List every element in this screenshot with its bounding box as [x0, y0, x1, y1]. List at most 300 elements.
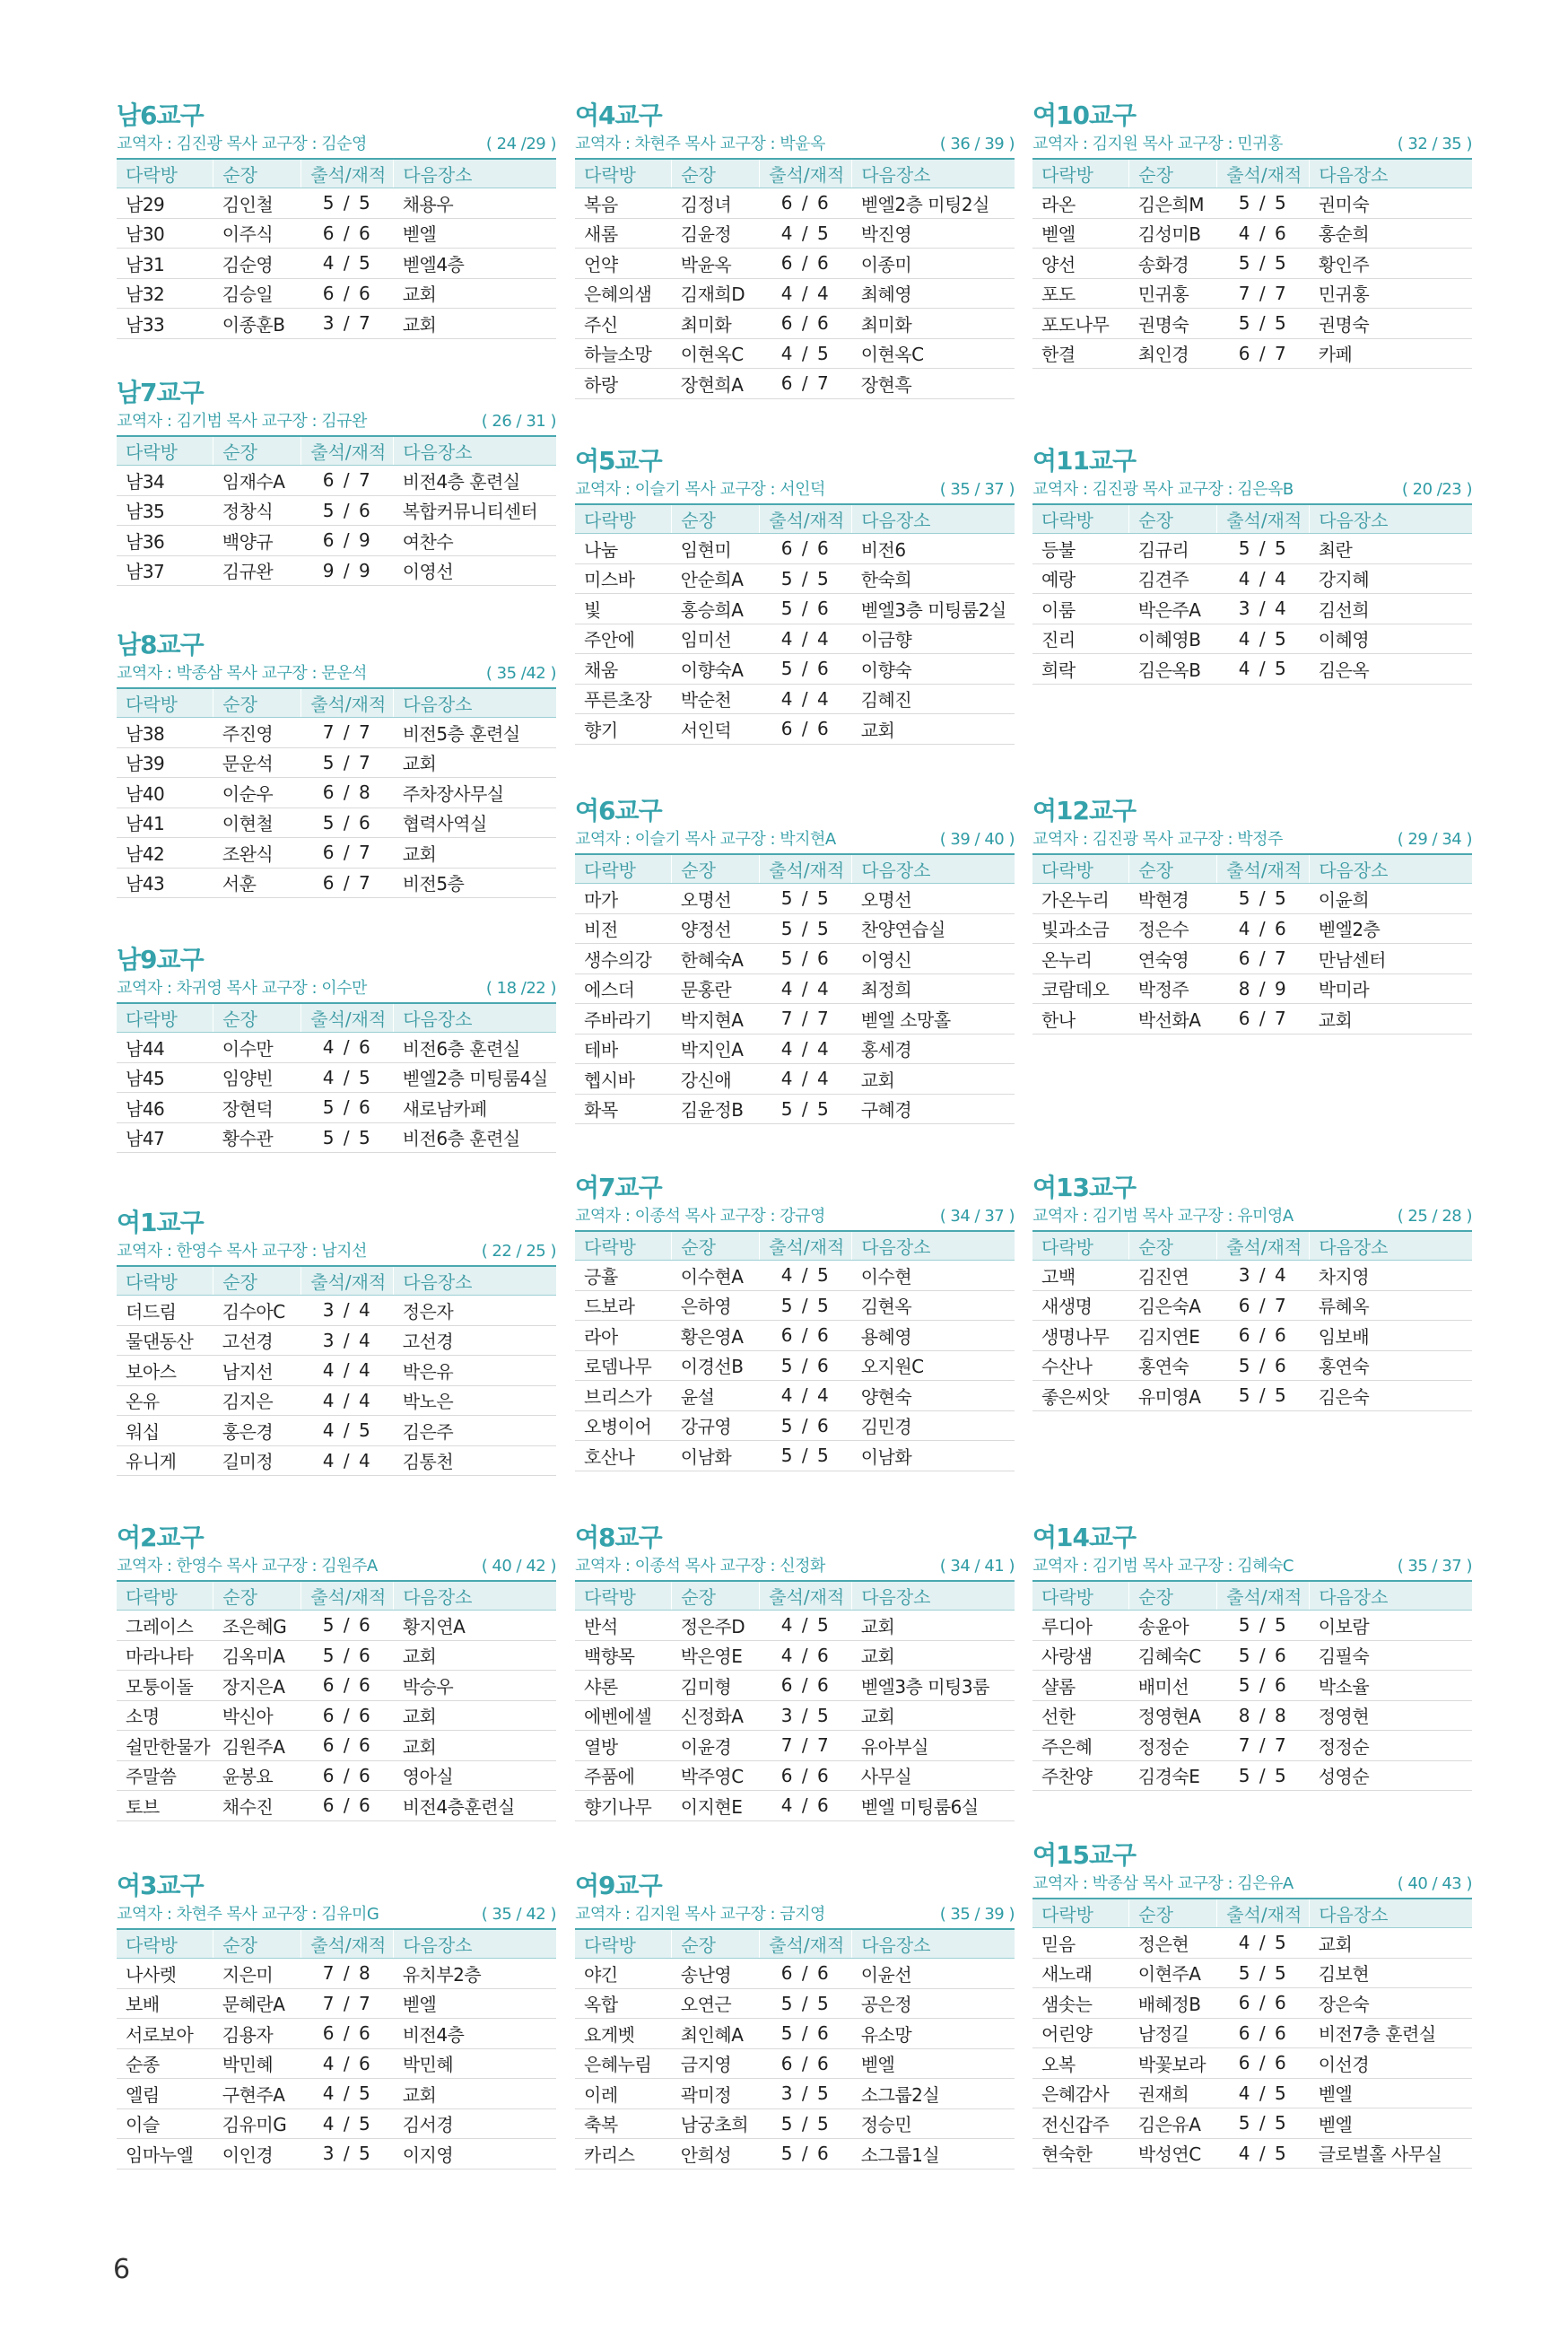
parish-section — [1032, 1840, 1472, 2169]
cell-attendance: 6 / 7 — [301, 868, 394, 898]
cell-darakbang: 은혜의샘 — [575, 278, 672, 309]
cell-darakbang: 드보라 — [575, 1290, 672, 1321]
cell-darakbang: 이룸 — [1032, 594, 1129, 624]
cell-next-place: 오명선 — [852, 884, 1015, 914]
table-header-row — [1032, 1231, 1472, 1261]
parish-section — [117, 1523, 556, 1821]
table-row — [575, 594, 1015, 624]
cell-attendance: 4 / 6 — [1217, 218, 1310, 249]
cell-leader: 김진연 — [1129, 1261, 1217, 1291]
cell-attendance: 3 / 4 — [301, 1325, 394, 1356]
cell-attendance: 6 / 7 — [1217, 944, 1310, 974]
cell-darakbang: 순종 — [117, 2048, 213, 2079]
cell-attendance: 4 / 4 — [760, 278, 852, 309]
header-darakbang: 다락방 — [117, 436, 213, 466]
table-row — [575, 1410, 1015, 1441]
cell-leader: 이현주A — [1129, 1958, 1217, 1988]
parish-attendance-count: ( 35 / 37 ) — [1397, 1557, 1472, 1576]
cell-next-place: 비전7층 훈련실 — [1310, 2018, 1472, 2048]
cell-darakbang: 토브 — [117, 1791, 213, 1821]
cell-darakbang: 더드림 — [117, 1296, 213, 1326]
cell-next-place: 카페 — [1310, 338, 1472, 369]
table-row — [575, 624, 1015, 654]
cell-darakbang: 하늘소망 — [575, 338, 672, 369]
cell-next-place: 이남화 — [852, 1441, 1015, 1471]
parish-staff: 교역자 : 박종삼 목사 교구장 : 문운석 — [117, 664, 367, 683]
cell-attendance: 4 / 4 — [301, 1385, 394, 1416]
parish-title: 여4교구 — [575, 100, 662, 130]
table-row — [1032, 913, 1472, 944]
table-row — [117, 1416, 556, 1446]
parish-info — [1032, 476, 1472, 503]
table-row — [1032, 249, 1472, 279]
cell-attendance: 6 / 6 — [301, 278, 394, 309]
cell-next-place: 교회 — [394, 309, 556, 339]
cell-leader: 김순영 — [213, 249, 301, 279]
cell-leader: 김옥미A — [213, 1640, 301, 1671]
table-row — [575, 563, 1015, 594]
cell-attendance: 3 / 5 — [301, 2139, 394, 2169]
table-row — [117, 1062, 556, 1093]
cell-attendance: 6 / 6 — [301, 1760, 394, 1791]
cell-leader: 이수만 — [213, 1033, 301, 1063]
cell-leader: 박현경 — [1129, 884, 1217, 914]
cell-attendance: 4 / 5 — [760, 1611, 852, 1641]
table-row — [117, 718, 556, 748]
cell-darakbang: 서로보아 — [117, 2019, 213, 2049]
table-row — [1032, 654, 1472, 685]
cell-darakbang: 현숙한 — [1032, 2138, 1129, 2169]
cell-leader: 이남화 — [672, 1441, 760, 1471]
table-row — [1032, 1381, 1472, 1411]
cell-leader: 정은주D — [672, 1611, 760, 1641]
header-next-place: 다음장소 — [394, 688, 556, 718]
cell-leader: 이종훈B — [213, 309, 301, 339]
table-row — [575, 1671, 1015, 1701]
cell-leader: 박선화A — [1129, 1004, 1217, 1035]
cell-leader: 금지영 — [672, 2048, 760, 2079]
cell-next-place: 교회 — [394, 1731, 556, 1761]
cell-attendance: 4 / 4 — [760, 973, 852, 1004]
cell-leader: 송윤아 — [1129, 1611, 1217, 1641]
parish-info — [1032, 1871, 1472, 1898]
cell-darakbang: 라아 — [575, 1321, 672, 1351]
cell-leader: 안희성 — [672, 2139, 760, 2169]
cell-next-place: 황지연A — [394, 1611, 556, 1641]
parish-title: 여2교구 — [117, 1523, 204, 1552]
cell-darakbang: 언약 — [575, 249, 672, 279]
parish-staff: 교역자 : 이슬기 목사 교구장 : 서인덕 — [575, 480, 825, 499]
parish-section — [1032, 1173, 1472, 1411]
cell-darakbang: 예랑 — [1032, 563, 1129, 594]
header-next-place: 다음장소 — [1310, 159, 1472, 188]
table-row — [575, 1700, 1015, 1731]
cell-darakbang: 주안에 — [575, 624, 672, 654]
parish-staff: 교역자 : 박종삼 목사 교구장 : 김은유A — [1032, 1874, 1294, 1893]
cell-darakbang: 남46 — [117, 1093, 213, 1123]
parish-title: 남8교구 — [117, 630, 204, 659]
header-attendance: 출석/재적 — [301, 436, 394, 466]
header-next-place: 다음장소 — [1310, 504, 1472, 534]
cell-next-place: 벧엘 미팅룸6실 — [852, 1791, 1015, 1821]
cell-darakbang: 선한 — [1032, 1700, 1129, 1731]
cell-attendance: 6 / 6 — [301, 1731, 394, 1761]
header-next-place: 다음장소 — [394, 436, 556, 466]
table-row — [117, 1445, 556, 1476]
cell-next-place: 협력사역실 — [394, 808, 556, 838]
cell-darakbang: 남33 — [117, 309, 213, 339]
cell-darakbang: 마라나타 — [117, 1640, 213, 1671]
cell-darakbang: 야긴 — [575, 1959, 672, 1989]
cell-leader: 이순우 — [213, 778, 301, 808]
cell-next-place: 유소망 — [852, 2019, 1015, 2049]
cell-attendance: 5 / 5 — [1217, 1760, 1310, 1791]
cell-attendance: 5 / 5 — [760, 1290, 852, 1321]
cell-attendance: 7 / 7 — [760, 1731, 852, 1761]
header-darakbang: 다락방 — [1032, 504, 1129, 534]
cell-leader: 김은옥B — [1129, 654, 1217, 685]
cell-leader: 문운석 — [213, 747, 301, 778]
parish-staff: 교역자 : 차귀영 목사 교구장 : 이수만 — [117, 979, 367, 998]
header-leader: 순장 — [213, 159, 301, 188]
cell-attendance: 6 / 7 — [301, 838, 394, 869]
parish-table — [117, 1002, 556, 1153]
parish-section — [1032, 446, 1472, 685]
parish-section — [117, 945, 556, 1153]
cell-leader: 김윤정 — [672, 218, 760, 249]
cell-next-place: 김선희 — [1310, 594, 1472, 624]
table-row — [117, 1296, 556, 1326]
table-row — [575, 1261, 1015, 1291]
cell-next-place: 최미화 — [852, 309, 1015, 339]
cell-darakbang: 워십 — [117, 1416, 213, 1446]
header-leader: 순장 — [1129, 159, 1217, 188]
cell-darakbang: 유니게 — [117, 1445, 213, 1476]
parish-title: 여6교구 — [575, 796, 662, 825]
cell-leader: 김규리 — [1129, 534, 1217, 564]
cell-darakbang: 그레이스 — [117, 1611, 213, 1641]
cell-attendance: 6 / 8 — [301, 778, 394, 808]
cell-next-place: 영아실 — [394, 1760, 556, 1791]
cell-next-place: 김민경 — [852, 1410, 1015, 1441]
cell-darakbang: 주은혜 — [1032, 1731, 1129, 1761]
cell-leader: 송난영 — [672, 1959, 760, 1989]
table-row — [575, 2108, 1015, 2139]
cell-attendance: 4 / 4 — [301, 1445, 394, 1476]
parish-staff: 교역자 : 이슬기 목사 교구장 : 박지현A — [575, 830, 836, 849]
header-next-place: 다음장소 — [852, 159, 1015, 188]
cell-attendance: 6 / 6 — [760, 534, 852, 564]
cell-next-place: 이영신 — [852, 944, 1015, 974]
table-row — [1032, 309, 1472, 339]
cell-attendance: 4 / 5 — [301, 249, 394, 279]
cell-next-place: 이현옥C — [852, 338, 1015, 369]
cell-next-place: 벧엘2층 — [1310, 913, 1472, 944]
cell-attendance: 6 / 7 — [1217, 1290, 1310, 1321]
header-darakbang: 다락방 — [117, 159, 213, 188]
cell-darakbang: 주품에 — [575, 1760, 672, 1791]
cell-next-place: 이금향 — [852, 624, 1015, 654]
cell-darakbang: 희락 — [1032, 654, 1129, 685]
cell-darakbang: 남42 — [117, 838, 213, 869]
cell-leader: 지은미 — [213, 1959, 301, 1989]
cell-attendance: 5 / 6 — [760, 2139, 852, 2169]
header-next-place: 다음장소 — [1310, 1581, 1472, 1611]
cell-attendance: 6 / 6 — [760, 249, 852, 279]
cell-leader: 정은수 — [1129, 913, 1217, 944]
cell-darakbang: 남39 — [117, 747, 213, 778]
cell-leader: 남정길 — [1129, 2018, 1217, 2048]
cell-attendance: 5 / 6 — [301, 495, 394, 526]
cell-attendance: 6 / 7 — [760, 369, 852, 399]
table-header-row — [117, 1003, 556, 1033]
cell-next-place: 최란 — [1310, 534, 1472, 564]
cell-attendance: 4 / 5 — [1217, 2078, 1310, 2108]
header-leader: 순장 — [213, 1581, 301, 1611]
cell-next-place: 최혜영 — [852, 278, 1015, 309]
parish-staff: 교역자 : 한영수 목사 교구장 : 남지선 — [117, 1242, 367, 1261]
cell-leader: 안순희A — [672, 563, 760, 594]
cell-attendance: 5 / 5 — [760, 1988, 852, 2019]
cell-darakbang: 남40 — [117, 778, 213, 808]
cell-next-place: 김필숙 — [1310, 1640, 1472, 1671]
table-row — [1032, 944, 1472, 974]
parish-section — [117, 630, 556, 898]
cell-next-place: 이윤희 — [1310, 884, 1472, 914]
header-next-place: 다음장소 — [852, 854, 1015, 884]
cell-attendance: 5 / 6 — [1217, 1350, 1310, 1381]
cell-next-place: 류혜옥 — [1310, 1290, 1472, 1321]
table-row — [1032, 534, 1472, 564]
cell-next-place: 민귀홍 — [1310, 278, 1472, 309]
table-row — [575, 1034, 1015, 1064]
cell-darakbang: 양선 — [1032, 249, 1129, 279]
cell-darakbang: 소명 — [117, 1700, 213, 1731]
header-leader: 순장 — [1129, 854, 1217, 884]
cell-next-place: 유치부2층 — [394, 1959, 556, 1989]
cell-darakbang: 주신 — [575, 309, 672, 339]
table-row — [575, 2139, 1015, 2169]
cell-darakbang: 헵시바 — [575, 1064, 672, 1095]
cell-next-place: 새로남카페 — [394, 1093, 556, 1123]
cell-darakbang: 테바 — [575, 1034, 672, 1064]
table-row — [117, 747, 556, 778]
cell-darakbang: 쉴만한물가 — [117, 1731, 213, 1761]
cell-next-place: 강지혜 — [1310, 563, 1472, 594]
table-row — [117, 1356, 556, 1386]
table-row — [1032, 1640, 1472, 1671]
cell-next-place: 교회 — [394, 747, 556, 778]
cell-attendance: 8 / 8 — [1217, 1700, 1310, 1731]
header-leader: 순장 — [213, 436, 301, 466]
cell-attendance: 4 / 5 — [760, 218, 852, 249]
cell-next-place: 양현숙 — [852, 1381, 1015, 1411]
table-header-row — [117, 1929, 556, 1959]
table-row — [575, 1350, 1015, 1381]
parish-staff: 교역자 : 차현주 목사 교구장 : 김유미G — [117, 1905, 379, 1924]
cell-darakbang: 물댄동산 — [117, 1325, 213, 1356]
header-leader: 순장 — [213, 688, 301, 718]
cell-darakbang: 루디아 — [1032, 1611, 1129, 1641]
cell-darakbang: 포도나무 — [1032, 309, 1129, 339]
table-row — [575, 1760, 1015, 1791]
cell-attendance: 6 / 6 — [760, 2048, 852, 2079]
table-row — [575, 249, 1015, 279]
cell-next-place: 벧엘4층 — [394, 249, 556, 279]
table-header-row — [117, 436, 556, 466]
header-darakbang: 다락방 — [117, 688, 213, 718]
header-attendance: 출석/재적 — [301, 1266, 394, 1296]
parish-staff: 교역자 : 김진광 목사 교구장 : 박정주 — [1032, 830, 1283, 849]
cell-darakbang: 요게벳 — [575, 2019, 672, 2049]
table-row — [117, 808, 556, 838]
header-darakbang: 다락방 — [1032, 159, 1129, 188]
cell-attendance: 4 / 5 — [1217, 1928, 1310, 1959]
cell-leader: 이지현E — [672, 1791, 760, 1821]
cell-attendance: 5 / 5 — [1217, 884, 1310, 914]
parish-table — [117, 1928, 556, 2169]
cell-attendance: 4 / 4 — [760, 624, 852, 654]
cell-leader: 김은유A — [1129, 2108, 1217, 2139]
table-row — [575, 1381, 1015, 1411]
cell-darakbang: 주바라기 — [575, 1004, 672, 1035]
cell-darakbang: 엘림 — [117, 2079, 213, 2109]
table-row — [1032, 218, 1472, 249]
cell-darakbang: 나사렛 — [117, 1959, 213, 1989]
parish-table — [1032, 1230, 1472, 1411]
cell-attendance: 6 / 6 — [1217, 1988, 1310, 2019]
parish-attendance-count: ( 32 / 35 ) — [1397, 135, 1472, 153]
cell-attendance: 5 / 5 — [760, 2108, 852, 2139]
parish-section — [117, 378, 556, 586]
cell-darakbang: 하랑 — [575, 369, 672, 399]
table-row — [575, 1731, 1015, 1761]
cell-darakbang: 카리스 — [575, 2139, 672, 2169]
cell-darakbang: 가온누리 — [1032, 884, 1129, 914]
parish-info — [1032, 826, 1472, 853]
header-darakbang: 다락방 — [117, 1581, 213, 1611]
header-next-place: 다음장소 — [394, 1929, 556, 1959]
cell-next-place: 장은숙 — [1310, 1988, 1472, 2019]
parish-attendance-count: ( 35 / 39 ) — [939, 1905, 1015, 1924]
cell-next-place: 권명숙 — [1310, 309, 1472, 339]
cell-attendance: 4 / 5 — [760, 338, 852, 369]
cell-attendance: 6 / 7 — [1217, 338, 1310, 369]
cell-leader: 김재희D — [672, 278, 760, 309]
header-leader: 순장 — [213, 1003, 301, 1033]
cell-next-place: 이보람 — [1310, 1611, 1472, 1641]
cell-leader: 강규영 — [672, 1410, 760, 1441]
cell-leader: 김유미G — [213, 2108, 301, 2139]
cell-leader: 최인혜A — [672, 2019, 760, 2049]
header-leader: 순장 — [1129, 504, 1217, 534]
header-attendance: 출석/재적 — [760, 1929, 852, 1959]
cell-leader: 박윤옥 — [672, 249, 760, 279]
header-darakbang: 다락방 — [1032, 1899, 1129, 1928]
cell-attendance: 3 / 5 — [760, 1700, 852, 1731]
cell-attendance: 5 / 6 — [760, 654, 852, 685]
cell-leader: 권재희 — [1129, 2078, 1217, 2108]
cell-darakbang: 복음 — [575, 188, 672, 219]
cell-leader: 연숙영 — [1129, 944, 1217, 974]
table-row — [1032, 2048, 1472, 2079]
cell-darakbang: 어린양 — [1032, 2018, 1129, 2048]
cell-darakbang: 한결 — [1032, 338, 1129, 369]
cell-leader: 임현미 — [672, 534, 760, 564]
cell-darakbang: 샘솟는 — [1032, 1988, 1129, 2019]
cell-attendance: 5 / 6 — [760, 2019, 852, 2049]
cell-leader: 권명숙 — [1129, 309, 1217, 339]
cell-attendance: 6 / 6 — [301, 1791, 394, 1821]
header-darakbang: 다락방 — [575, 854, 672, 884]
header-leader: 순장 — [672, 159, 760, 188]
cell-next-place: 교회 — [852, 1611, 1015, 1641]
parish-info — [117, 408, 556, 435]
cell-next-place: 벧엘2층 미팅룸4실 — [394, 1062, 556, 1093]
cell-leader: 김성미B — [1129, 218, 1217, 249]
parish-staff: 교역자 : 한영수 목사 교구장 : 김원주A — [117, 1557, 378, 1576]
cell-attendance: 5 / 5 — [301, 1122, 394, 1153]
cell-darakbang: 남43 — [117, 868, 213, 898]
cell-attendance: 6 / 6 — [760, 188, 852, 219]
table-row — [575, 2048, 1015, 2079]
table-row — [117, 2079, 556, 2109]
cell-leader: 정창식 — [213, 495, 301, 526]
table-row — [117, 2019, 556, 2049]
cell-darakbang: 벧엘 — [1032, 218, 1129, 249]
parish-title: 여12교구 — [1032, 796, 1137, 825]
cell-attendance: 5 / 5 — [760, 884, 852, 914]
cell-leader: 박꽃보라 — [1129, 2048, 1217, 2079]
cell-attendance: 4 / 4 — [1217, 563, 1310, 594]
cell-next-place: 김혜진 — [852, 684, 1015, 714]
cell-next-place: 여찬수 — [394, 526, 556, 556]
cell-next-place: 한숙희 — [852, 563, 1015, 594]
cell-next-place: 교회 — [394, 278, 556, 309]
cell-leader: 김미형 — [672, 1671, 760, 1701]
cell-leader: 김규완 — [213, 555, 301, 586]
table-row — [117, 555, 556, 586]
cell-attendance: 5 / 5 — [760, 1441, 852, 1471]
parish-section — [117, 1208, 556, 1476]
cell-next-place: 정정순 — [1310, 1731, 1472, 1761]
cell-darakbang: 주찬양 — [1032, 1760, 1129, 1791]
cell-darakbang: 임마누엘 — [117, 2139, 213, 2169]
parish-section — [575, 1173, 1015, 1471]
cell-next-place: 김은숙 — [1310, 1381, 1472, 1411]
cell-leader: 장지은A — [213, 1671, 301, 1701]
table-row — [575, 534, 1015, 564]
table-row — [117, 1760, 556, 1791]
cell-darakbang: 이레 — [575, 2079, 672, 2109]
cell-next-place: 홍연숙 — [1310, 1350, 1472, 1381]
header-attendance: 출석/재적 — [1217, 1581, 1310, 1611]
cell-leader: 오연근 — [672, 1988, 760, 2019]
table-row — [1032, 1700, 1472, 1731]
parish-title: 남9교구 — [117, 945, 204, 974]
table-row — [575, 1611, 1015, 1641]
table-row — [1032, 2078, 1472, 2108]
table-row — [117, 868, 556, 898]
cell-darakbang: 반석 — [575, 1611, 672, 1641]
header-attendance: 출석/재적 — [301, 159, 394, 188]
cell-leader: 윤봉요 — [213, 1760, 301, 1791]
cell-attendance: 6 / 7 — [1217, 1004, 1310, 1035]
table-row — [1032, 1988, 1472, 2019]
cell-attendance: 5 / 6 — [1217, 1640, 1310, 1671]
table-row — [1032, 2108, 1472, 2139]
header-attendance: 출석/재적 — [301, 688, 394, 718]
